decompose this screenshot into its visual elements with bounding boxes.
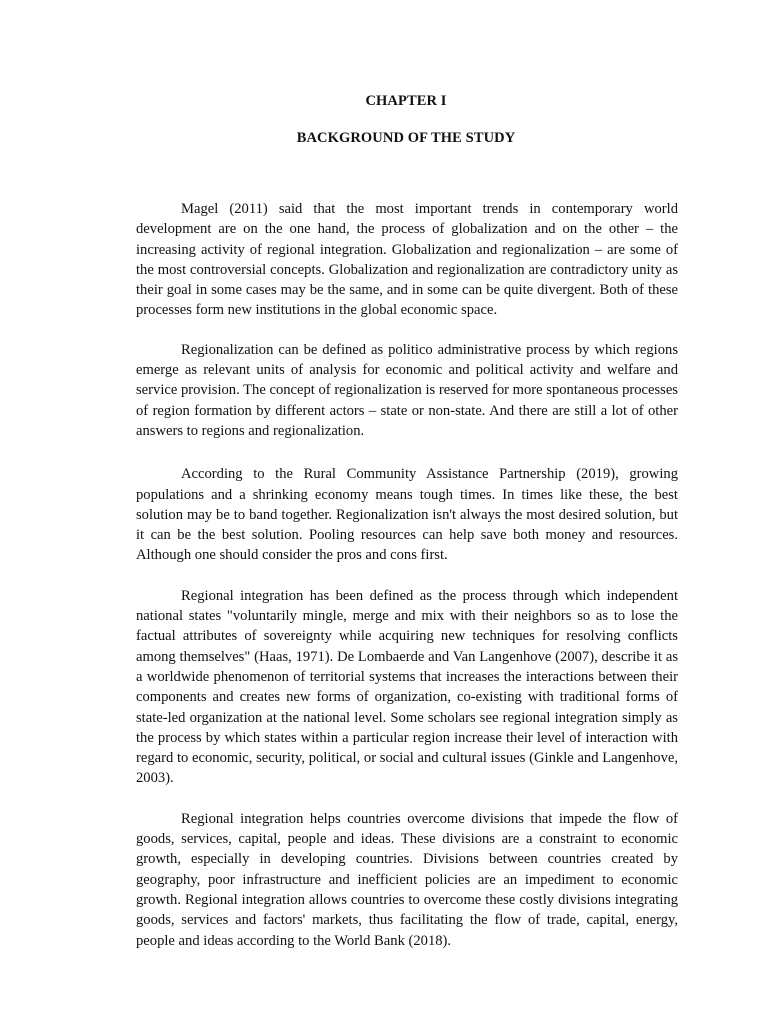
paragraph-regional-integration-definition: Regional integration has been defined as the process through which independent national states "voluntarily mingle, merge and mix with their neighbors so as to lose the factual attributes of sovereignty while acquiring new techniques for resolving conflicts among themselves" (Haas, 1971). De Lombaerde and Van Langenhove (2007), describe it as a worldwide phenomenon of territorial systems that increases the interactions between their components and creates new forms of organization, co-existing with traditional forms of state-led organization at the national level. Some scholars see regional integration simply as the process by which states within a particular region increase their level of interaction with regard to economic, security, political, or social and cultural issues (Ginkle and Langenhove, 2003). (136, 587, 678, 787)
chapter-heading: CHAPTER I (365, 93, 447, 109)
section-title: BACKGROUND OF THE STUDY (296, 130, 516, 146)
paragraph-globalization: Magel (2011) said that the most important trends in contemporary world development are on the one hand, the process of globalization and on the other – the increasing activity of regional integration. Globalization and regionalization – are some of the most controversial concepts. Globalization and regionalization are contradictory unity as their goal in some cases may be the same, and in some can be quite divergent. Both of these processes form new institutions in the global economic space. (136, 201, 678, 319)
body-text (136, 199, 678, 970)
paragraph-regional-integration-benefits: Regional integration helps countries overcome divisions that impede the flow of goods, services, capital, people and ideas. These divisions are a constraint to economic growth, especially in developing countries. Divisions between countries created by geography, poor infrastructure and inefficient policies are an impediment to economic growth. Regional integration allows countries to overcome these costly divisions integrating goods, services and factors' markets, thus facilitating the flow of trade, capital, energy, people and ideas according to the World Bank (2018). (136, 810, 678, 949)
paragraph-rural-partnership: According to the Rural Community Assistance Partnership (2019), growing populations and a shrinking economy means tough times. In times like these, the best solution may be to band together. Regionalization isn't always the most desired solution, but it can be the best solution. Pooling resources can help save both money and resources. Although one should consider the pros and cons first. (136, 466, 678, 564)
paragraph-regionalization-definition: Regionalization can be defined as politico administrative process by which regions emerge as relevant units of analysis for economic and political activity and welfare and service provision. The concept of regionalization is reserved for more spontaneous processes of region formation by different actors – state or non-state. And there are still a lot of other answers to regions and regionalization. (136, 341, 678, 439)
